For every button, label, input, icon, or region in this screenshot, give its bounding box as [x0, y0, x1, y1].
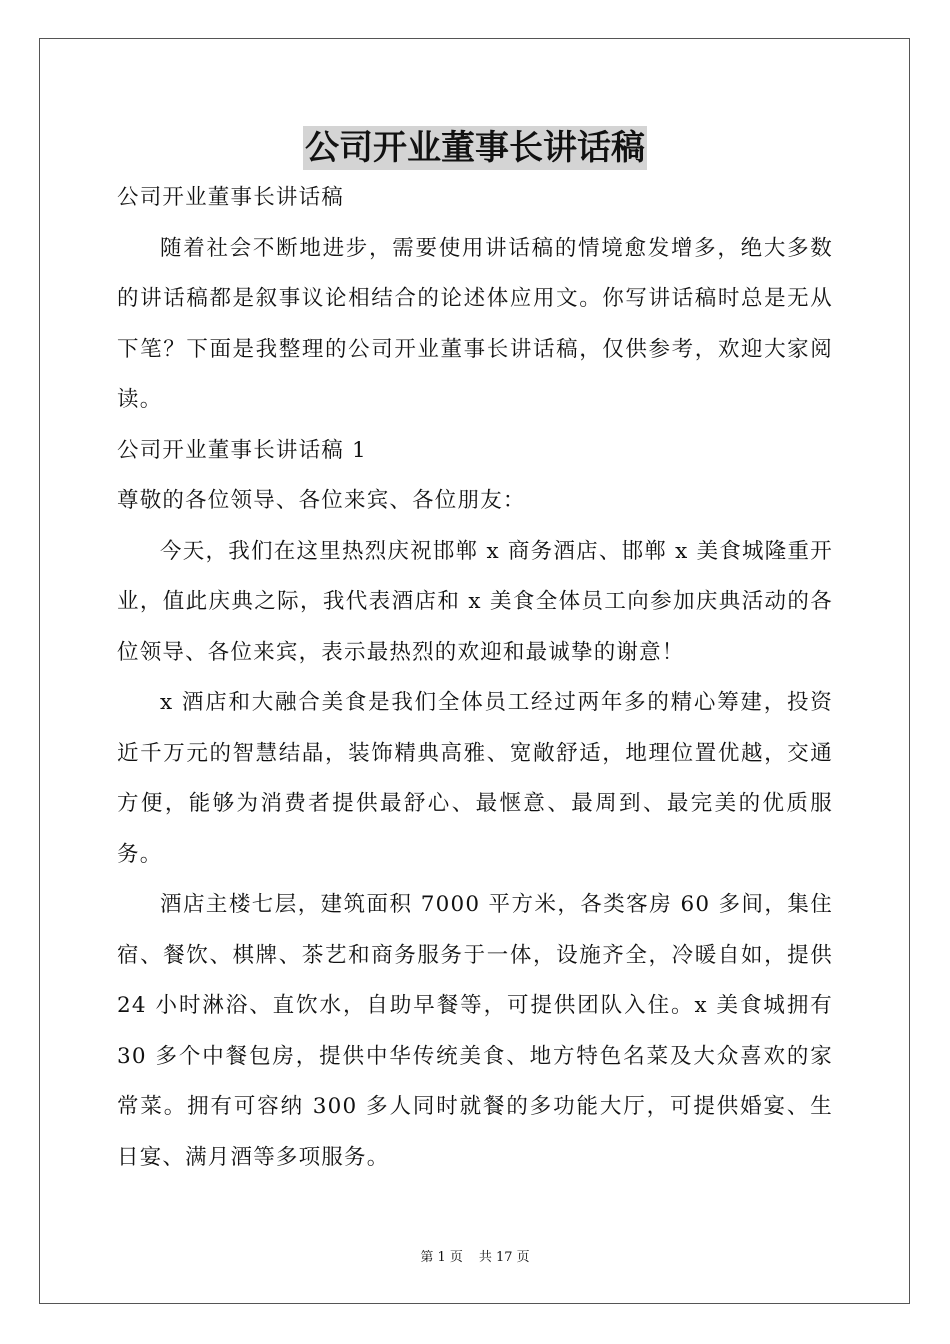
body-paragraph: 酒店主楼七层，建筑面积 7000 平方米，各类客房 60 多间，集住宿、餐饮、棋牌、茶艺和商务服务于一体，设施齐全，冷暖自如，提供 24 小时淋浴、直饮水，自助早餐等，可提供团队入住。x 美食城拥有 30 多个中餐包房，提供中华传统美食、地方特色名菜及大众喜欢的家常菜。拥有可容纳 300 多人同时就餐的多功能大厅，可提供婚宴、生日宴、满月酒等多项服务。	[117, 892, 833, 1170]
page-number: 第 1 页	[420, 1250, 463, 1265]
intro-paragraph: 随着社会不断地进步，需要使用讲话稿的情境愈发增多，绝大多数的讲话稿都是叙事议论相结合的论述体应用文。你写讲话稿时总是无从下笔？下面是我整理的公司开业董事长讲话稿，仅供参考，欢迎大家阅读。	[117, 235, 833, 412]
salutation-paragraph: 尊敬的各位领导、各位来宾、各位朋友：	[117, 488, 526, 513]
title-container	[0, 126, 950, 170]
subtitle-paragraph: 公司开业董事长讲话稿	[117, 185, 345, 210]
body-paragraph: x 酒店和大融合美食是我们全体员工经过两年多的精心筹建，投资近千万元的智慧结晶，装饰精典高雅、宽敞舒适，地理位置优越，交通方便，能够为消费者提供最舒心、最惬意、最周到、最完美的优质服务。	[117, 690, 833, 867]
body-paragraph: 今天，我们在这里热烈庆祝邯郸 x 商务酒店、邯郸 x 美食城隆重开业，值此庆典之际，我代表酒店和 x 美食全体员工向参加庆典活动的各位领导、各位来宾，表示最热烈的欢迎和最诚挚的谢意！	[117, 538, 833, 665]
section-heading: 公司开业董事长讲话稿 1	[117, 437, 367, 463]
document-title: 公司开业董事长讲话稿	[305, 128, 645, 168]
page-footer	[0, 1249, 950, 1267]
document-body	[117, 173, 833, 1183]
page-total: 共 17 页	[478, 1250, 530, 1265]
